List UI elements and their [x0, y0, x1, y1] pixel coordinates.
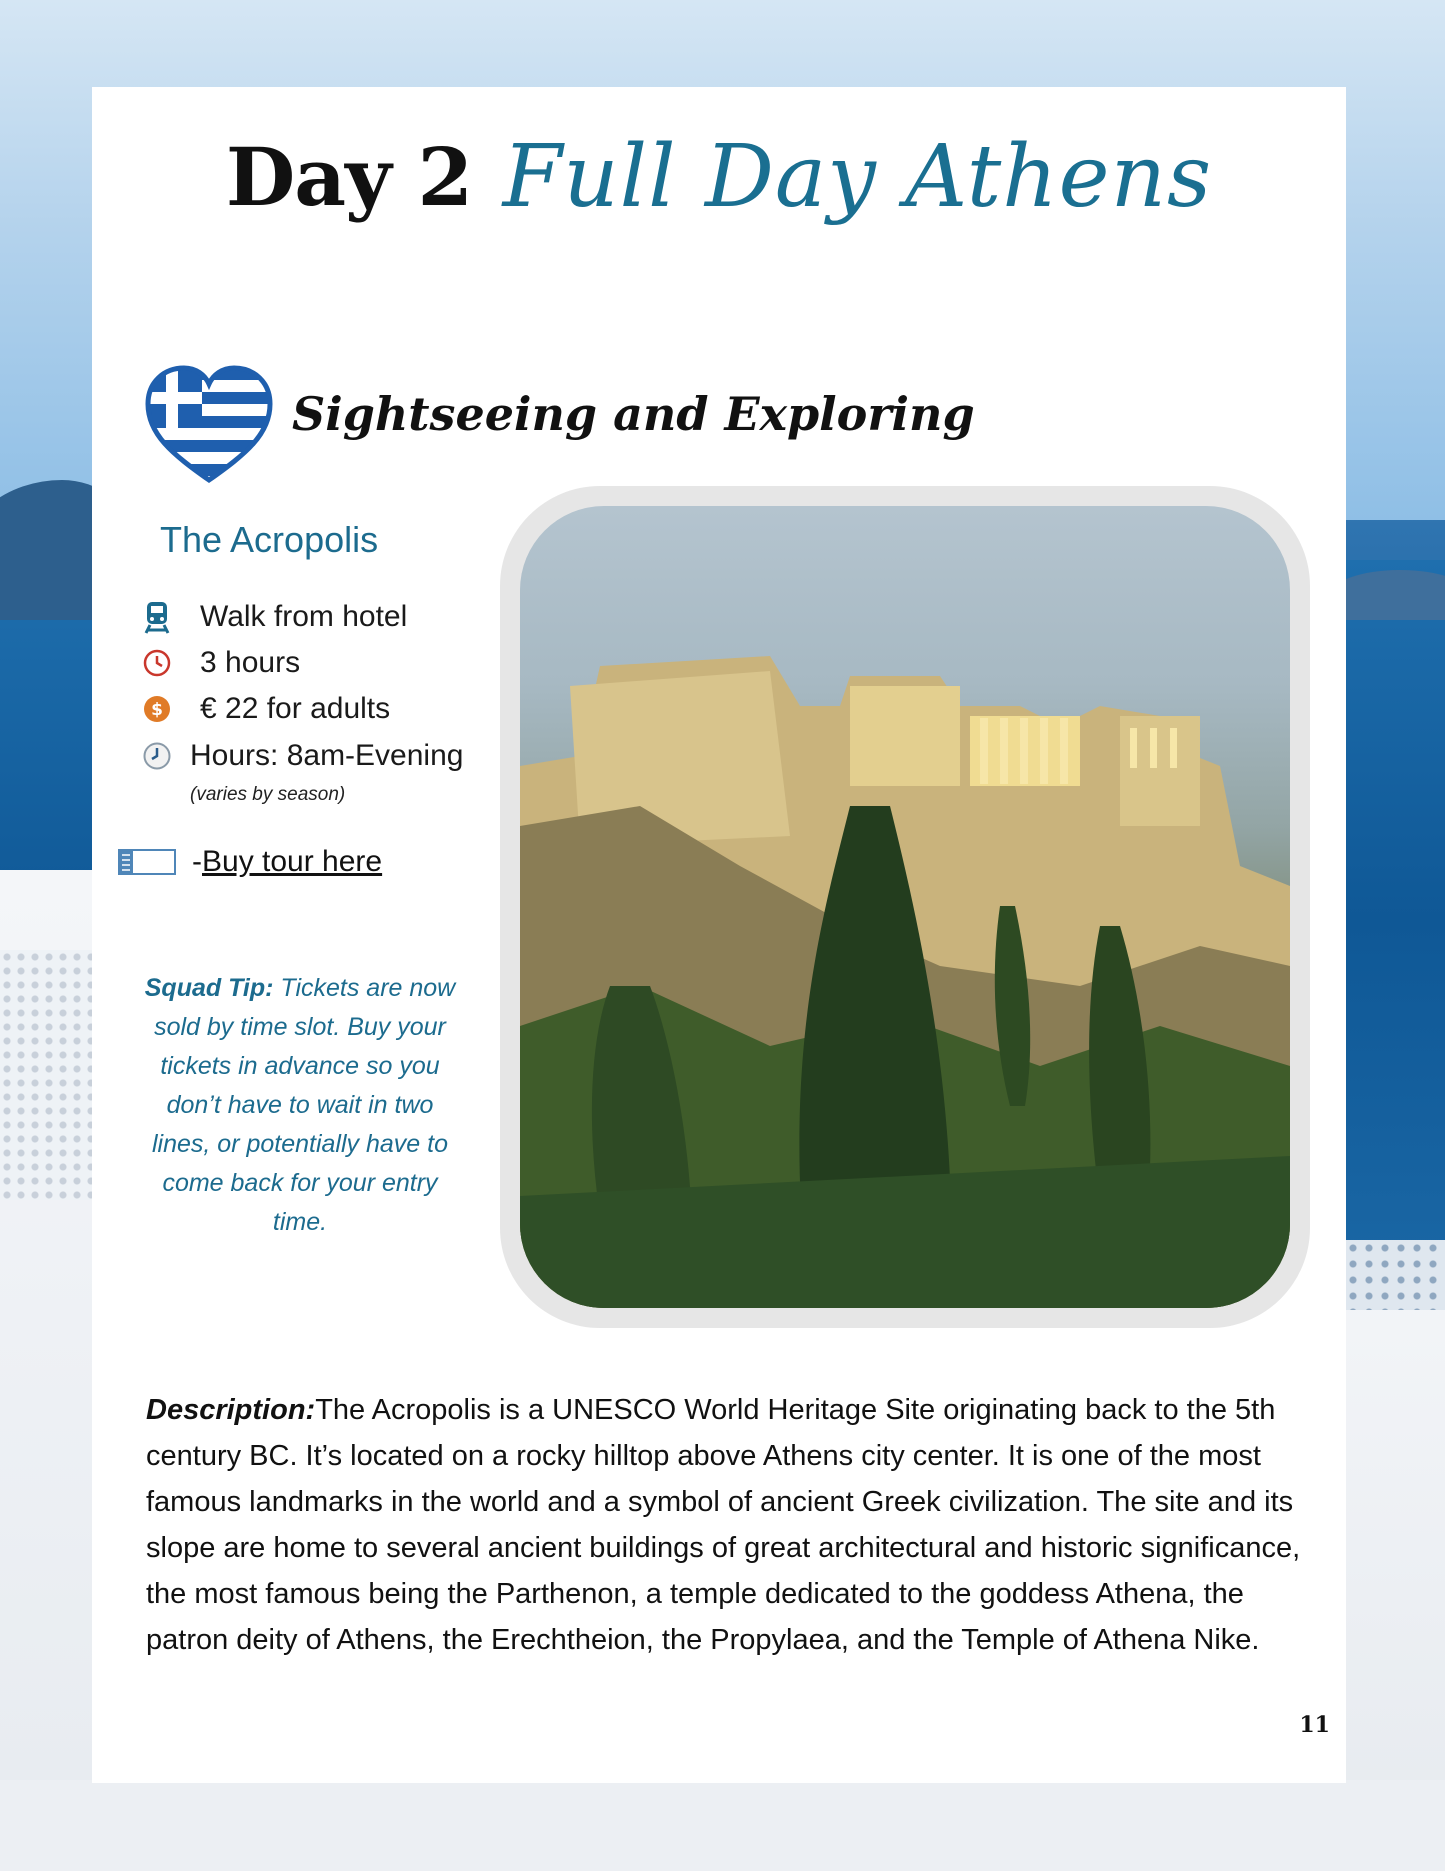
ground: [0, 1780, 1445, 1871]
page-title: [92, 127, 1346, 227]
transport-row: [140, 600, 407, 634]
buy-prefix: -: [192, 845, 202, 878]
railing-right: [1345, 1240, 1445, 1310]
duration-text: 3 hours: [200, 646, 301, 679]
railing-left: [0, 950, 92, 1200]
squad-tip: [140, 969, 460, 1242]
acropolis-illustration: [520, 506, 1290, 1308]
acropolis-photo: [520, 506, 1290, 1308]
price-text: € 22 for adults: [200, 692, 391, 725]
tip-label: Squad Tip:: [144, 974, 274, 1002]
day-title: Full Day Athens: [502, 127, 1213, 227]
page-card: [92, 87, 1346, 1783]
clock-red-icon: [140, 646, 174, 680]
hours-row: [140, 739, 463, 773]
ticket-icon: [118, 847, 178, 877]
tip-text: Tickets are now sold by time slot. Buy your tickets in advance so you don’t have to wait in two lines, or potentially have to come back for your entry time.: [151, 974, 456, 1236]
cliff-right: [1330, 570, 1445, 620]
description: [146, 1387, 1306, 1663]
place-name: The Acropolis: [160, 519, 379, 560]
day-label: Day 2: [225, 130, 473, 224]
description-text: The Acropolis is a UNESCO World Heritage Site originating back to the 5th century BC. It’s located on a rocky hilltop above Athens city center. It is one of the most famous landmarks in the world and a symbol of ancient Greek civilization. The site and its slope are home to several ancient buildings of great architectural and historic significance, the most famous being the Parthenon, a temple dedicated to the goddess Athena, the patron deity of Athens, the Erechtheion, the Propylaea, and the Temple of Athena Nike.: [146, 1394, 1301, 1656]
hours-text: Hours: 8am-Evening: [190, 739, 464, 772]
dollar-coin-icon: [140, 692, 174, 726]
page-number: 11: [1299, 1712, 1330, 1738]
description-label: Description:: [146, 1394, 316, 1426]
train-icon: [140, 600, 174, 634]
svg-text:$: $: [151, 700, 163, 720]
greek-flag-heart-icon: [142, 362, 276, 492]
clock-icon: [140, 739, 174, 773]
buy-tour-row: [118, 845, 382, 879]
duration-row: [140, 646, 300, 680]
section-title: Sightseeing and Exploring: [292, 387, 975, 441]
transport-text: Walk from hotel: [200, 600, 408, 633]
buy-tour-link[interactable]: Buy tour here: [202, 845, 383, 878]
price-row: [140, 692, 390, 726]
hours-note: (varies by season): [190, 784, 346, 805]
